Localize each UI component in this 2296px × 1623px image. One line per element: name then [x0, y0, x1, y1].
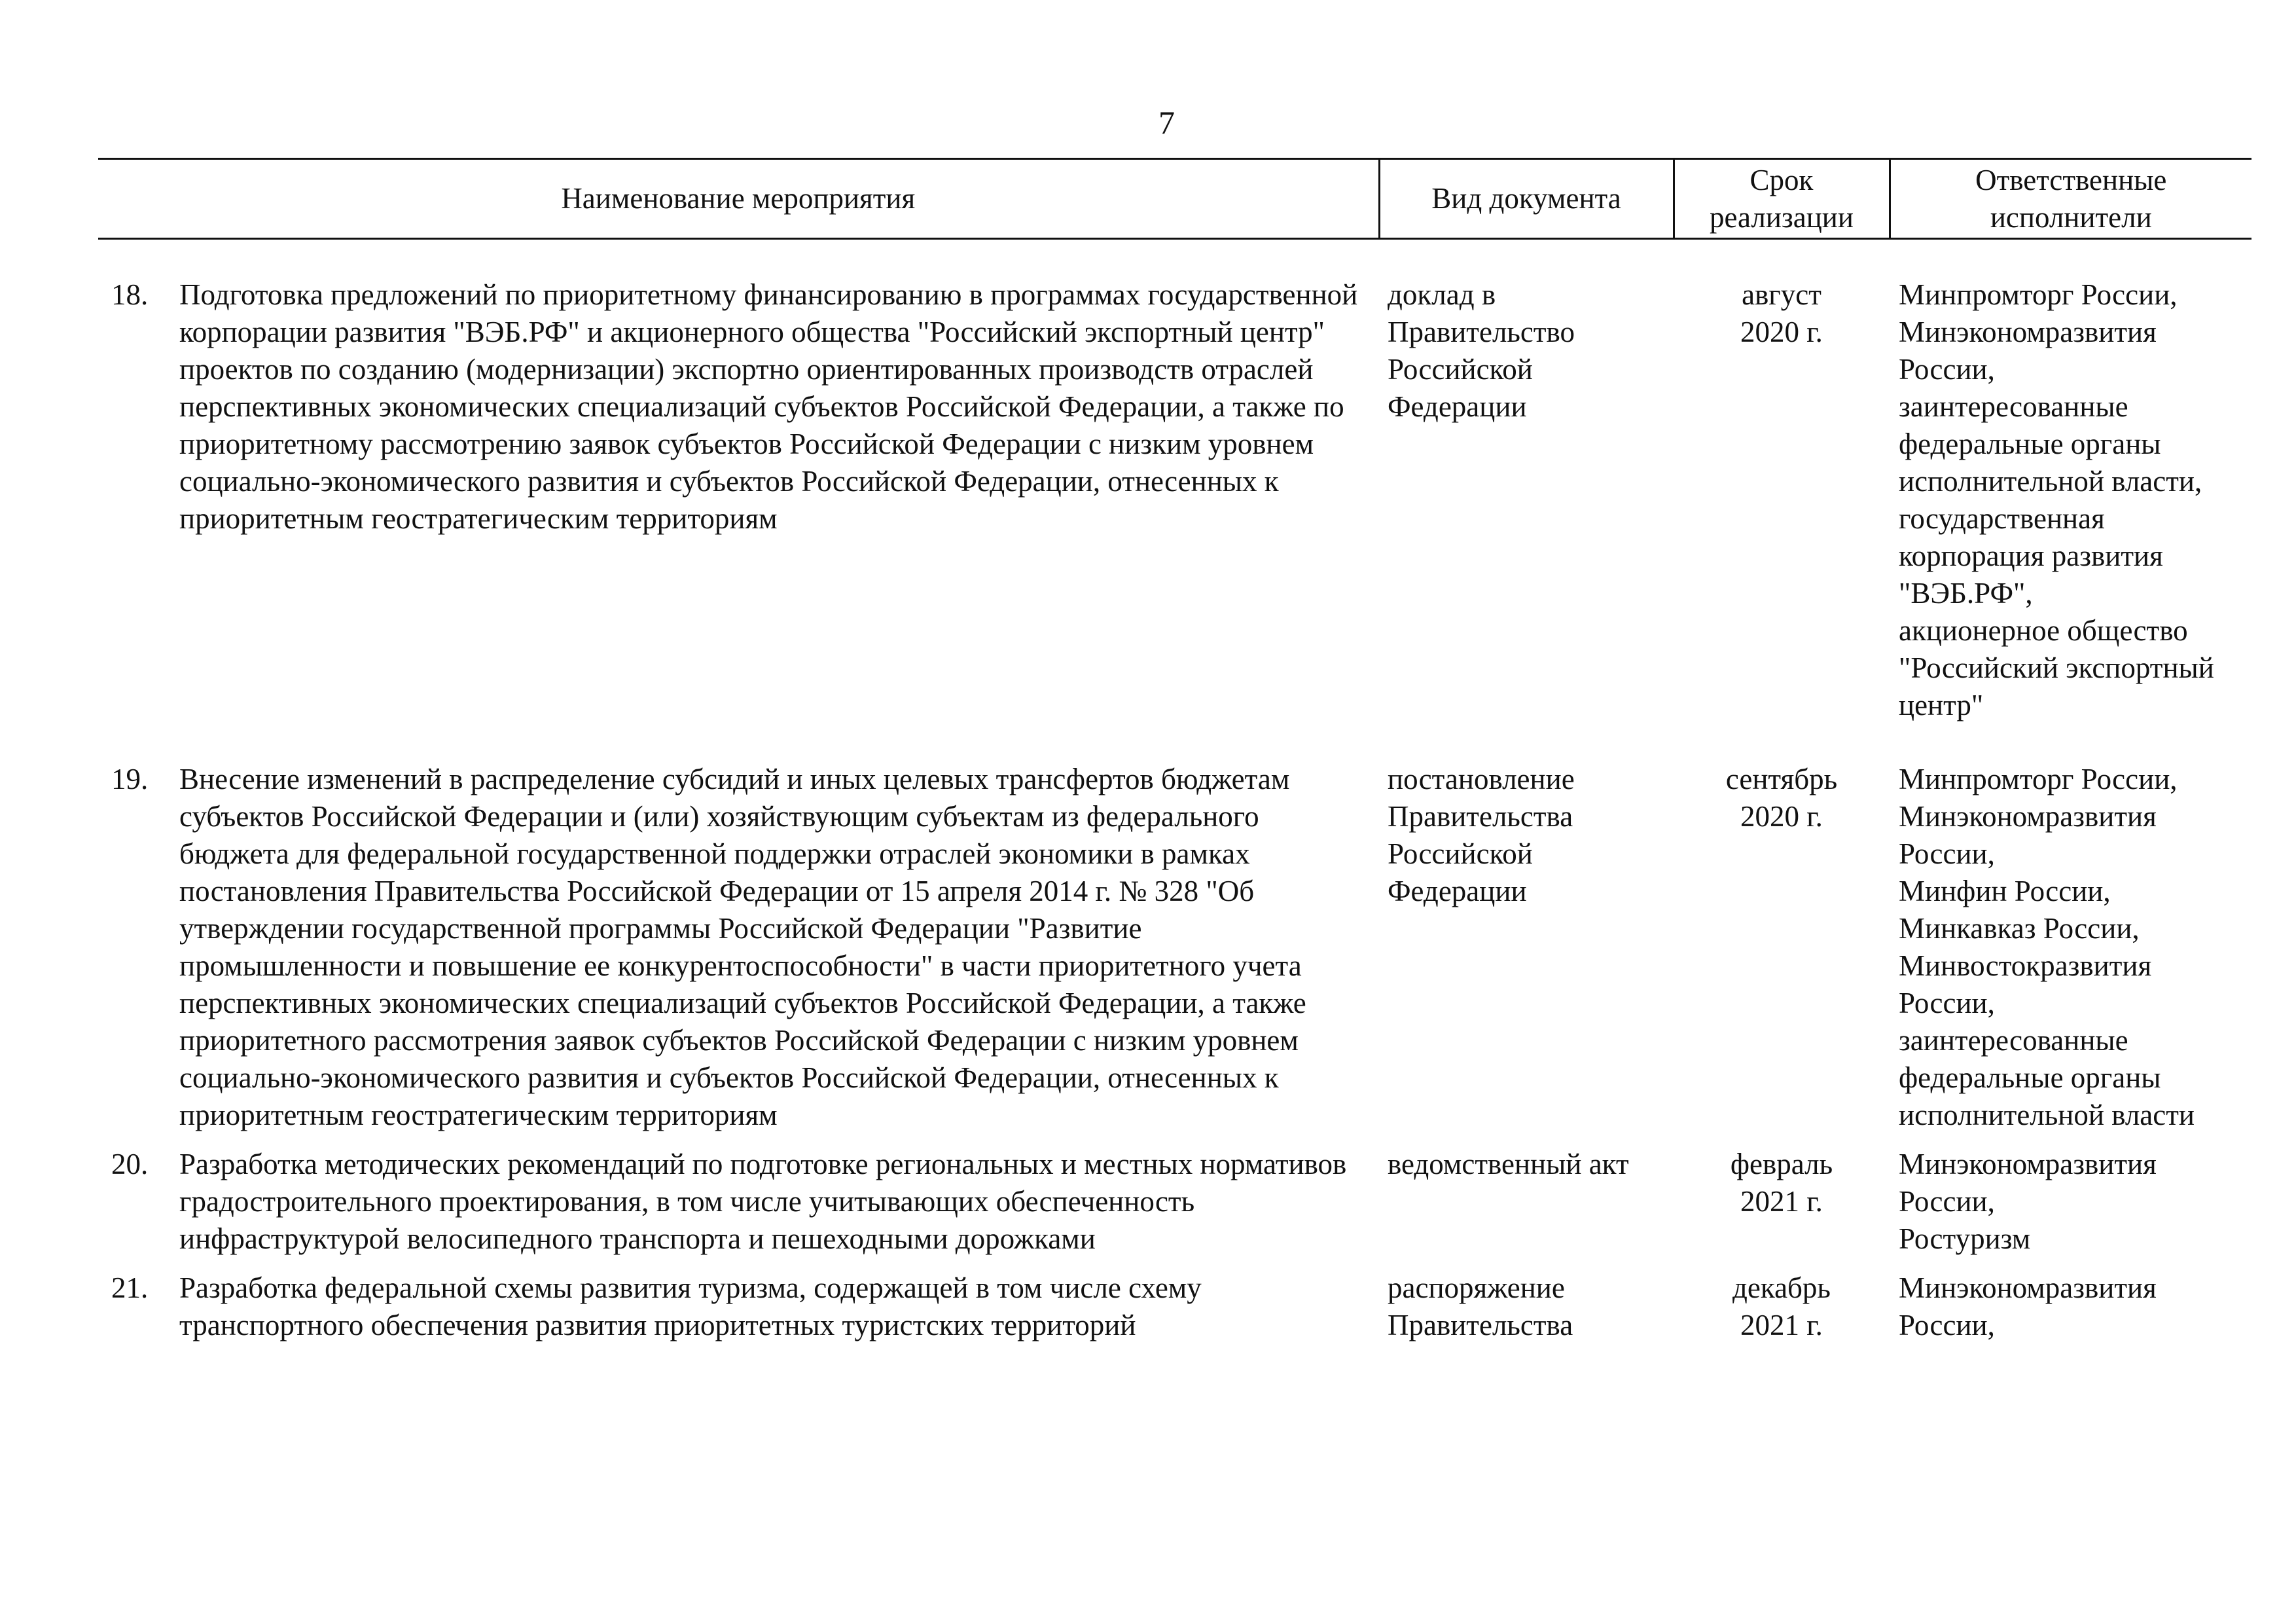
responsible-line: заинтересованные	[1899, 1024, 2128, 1057]
responsible-line: Минэкономразвития	[1899, 800, 2157, 833]
term-cell	[1674, 1269, 1890, 1356]
header-responsible-line: исполнители	[1990, 200, 2152, 234]
row-number: 21.	[111, 1271, 149, 1304]
term-year: 2020 г.	[1740, 316, 1823, 348]
responsible-line: корпорация развития	[1899, 539, 2163, 572]
doc-type-line: Российской	[1388, 353, 1533, 386]
term-month: декабрь	[1732, 1271, 1831, 1304]
doc-type-line: распоряжение	[1388, 1271, 1565, 1304]
row-number: 20.	[111, 1148, 149, 1180]
header-doc-type: Вид документа	[1379, 159, 1674, 239]
responsible-line: заинтересованные	[1899, 390, 2128, 423]
table-row	[98, 1146, 2251, 1269]
table-row	[98, 1269, 2251, 1356]
responsible-line: России,	[1899, 987, 1995, 1019]
measure-cell	[98, 276, 1379, 761]
responsible-line: федеральные органы	[1899, 1061, 2161, 1094]
doc-type-line: постановление	[1388, 763, 1575, 795]
responsible-line: России,	[1899, 1185, 1995, 1218]
responsible-line: Минэкономразвития	[1899, 316, 2157, 348]
responsible-line: федеральные органы	[1899, 428, 2161, 460]
responsible-line: исполнительной власти,	[1899, 465, 2202, 498]
term-cell	[1674, 761, 1890, 1146]
measure-cell	[98, 1269, 1379, 1356]
doc-type-cell	[1379, 276, 1674, 761]
responsible-line: России,	[1899, 1309, 1995, 1341]
header-name: Наименование мероприятия	[98, 159, 1379, 239]
term-year: 2021 г.	[1740, 1309, 1823, 1341]
term-cell	[1674, 1146, 1890, 1269]
responsible-line: Минпромторг России,	[1899, 763, 2178, 795]
row-number: 18.	[111, 278, 149, 311]
header-responsible-line: Ответственные	[1975, 163, 2167, 196]
responsible-cell	[1890, 1269, 2251, 1356]
measure-name: Внесение изменений в распределение субсидий и иных целевых трансфертов бюджетам субъектов Российской Федерации и (или) хозяйствующим субъектам из федерального бюджета для федеральной государственной поддержки отраслей экономики в рамках постановления Правительства Российской Федерации от 15 апреля 2014 г. № 328 "Об утверждении государственной программы Российской Федерации "Развитие промышленности и повышение ее конкурентоспособности" в части приоритетного учета перспективных экономических специализаций субъектов Российской Федерации, а также приоритетного рассмотрения заявок субъектов Российской Федерации с низким уровнем социально-экономического развития и субъектов Российской Федерации, отнесенных к приоритетным геостратегическим территориям	[179, 763, 1306, 1131]
responsible-line: Минвостокразвития	[1899, 949, 2152, 982]
header-responsible	[1890, 159, 2251, 239]
responsible-cell	[1890, 761, 2251, 1146]
table-header-row	[98, 159, 2251, 239]
measure-cell	[98, 761, 1379, 1146]
doc-type-line: Правительства	[1388, 1309, 1573, 1341]
doc-type-line: Российской	[1388, 837, 1533, 870]
term-month: февраль	[1730, 1148, 1833, 1180]
header-term	[1674, 159, 1890, 239]
doc-type-line: Федерации	[1388, 875, 1527, 907]
measure-name: Подготовка предложений по приоритетному финансированию в программах государственной корпорации развития "ВЭБ.РФ" и акционерного общества "Российский экспортный центр" проектов по созданию (модернизации) экспортно ориентированных производств отраслей перспективных экономических специализаций субъектов Российской Федерации, а также по приоритетному рассмотрению заявок субъектов Российской Федерации с низким уровнем социально-экономического развития и субъектов Российской Федерации, отнесенных к приоритетным геостратегическим территориям	[179, 278, 1358, 535]
responsible-line: России,	[1899, 837, 1995, 870]
header-term-line: Срок	[1749, 163, 1814, 196]
responsible-line: Минэкономразвития	[1899, 1271, 2157, 1304]
responsible-line: "Российский экспортный	[1899, 651, 2214, 684]
doc-type-line: Федерации	[1388, 390, 1527, 423]
responsible-line: Минэкономразвития	[1899, 1148, 2157, 1180]
table-row	[98, 276, 2251, 761]
responsible-line: Минкавказ России,	[1899, 912, 2140, 945]
doc-type-cell	[1379, 1269, 1674, 1356]
term-month: сентябрь	[1725, 763, 1838, 795]
term-month: август	[1742, 278, 1821, 311]
responsible-line: России,	[1899, 353, 1995, 386]
responsible-line: государственная	[1899, 502, 2105, 535]
responsible-line: Ростуризм	[1899, 1222, 2031, 1255]
measure-cell	[98, 1146, 1379, 1269]
doc-type-cell	[1379, 761, 1674, 1146]
table-row	[98, 761, 2251, 1146]
responsible-cell	[1890, 1146, 2251, 1269]
responsible-line: акционерное общество	[1899, 614, 2188, 647]
doc-type-cell	[1379, 1146, 1674, 1269]
responsible-line: центр"	[1899, 689, 1984, 721]
responsible-line: "ВЭБ.РФ",	[1899, 577, 2033, 610]
doc-type-line: ведомственный акт	[1388, 1148, 1629, 1180]
measure-name: Разработка методических рекомендаций по подготовке региональных и местных нормативов градостроительного проектирования, в том числе учитывающих обеспеченность инфраструктурой велосипедного транспорта и пешеходными дорожками	[179, 1148, 1347, 1255]
header-term-line: реализации	[1710, 200, 1854, 234]
doc-type-line: доклад в	[1388, 278, 1496, 311]
row-number: 19.	[111, 763, 149, 795]
responsible-line: исполнительной власти	[1899, 1099, 2195, 1131]
term-year: 2021 г.	[1740, 1185, 1823, 1218]
doc-type-line: Правительство	[1388, 316, 1575, 348]
responsible-cell	[1890, 276, 2251, 761]
page-number: 7	[1158, 104, 1175, 141]
responsible-line: Минфин России,	[1899, 875, 2111, 907]
term-cell	[1674, 276, 1890, 761]
measure-name: Разработка федеральной схемы развития туризма, содержащей в том числе схему транспортного обеспечения развития приоритетных туристских территорий	[179, 1271, 1202, 1341]
measures-table	[98, 158, 2251, 1356]
doc-type-line: Правительства	[1388, 800, 1573, 833]
term-year: 2020 г.	[1740, 800, 1823, 833]
responsible-line: Минпромторг России,	[1899, 278, 2178, 311]
